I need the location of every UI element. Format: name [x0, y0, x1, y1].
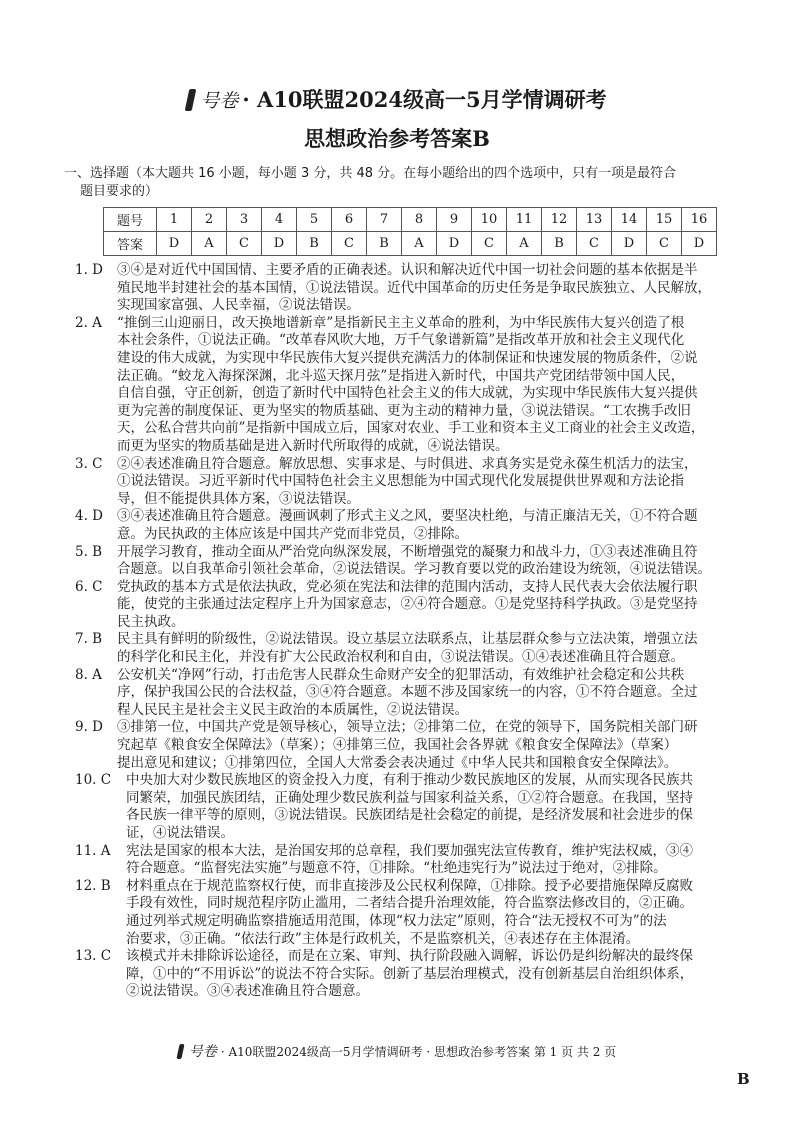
answer-table-answer-row [104, 232, 717, 256]
answer-cell: C [227, 232, 262, 256]
footer-logo-brush-icon [176, 1044, 184, 1059]
answer-item-number: 10. C [75, 772, 112, 789]
answer-cell: D [682, 232, 717, 256]
answer-item-text-line: 能，使党的主张通过法定程序上升为国家意志，②④符合题意。①是党坚持科学执政。③是党坚持 [117, 596, 698, 613]
question-number-cell: 1 [157, 208, 192, 232]
answer-item-text-line: 证，④说法错误。 [126, 825, 234, 841]
answer-item-text-line: 民主执政。 [117, 613, 185, 630]
answer-item-text-line: 材料重点在于规范监察权行使，而非直接涉及公民权利保障，①排除。授予必要措施保障反腐败 [126, 877, 693, 894]
answer-item-text-line: 究起草《粮食安全保障法》（草案）；④排第三位，我国社会各界就《粮食安全保障法》（草案） [117, 737, 678, 754]
answer-item [0, 667, 794, 720]
answer-item-text-line: ③④表述准确且符合题意。漫画讽刺了形式主义之风，要坚决杜绝，与清正廉洁无关，①不符合题 [117, 508, 698, 525]
answer-item [0, 948, 794, 1001]
answer-item-number: 4. D [75, 508, 103, 525]
row-label: 题号 [104, 208, 157, 232]
answer-cell: B [297, 232, 332, 256]
answer-item-text-line: 同繁荣，加强民族团结，正确处理少数民族利益与国家利益关系，①②符合题意。在我国，坚持 [126, 789, 693, 806]
footer-logo-text: 号卷 [188, 1044, 217, 1060]
question-number-cell: 14 [612, 208, 647, 232]
answer-table-number-row [104, 208, 717, 232]
question-number-cell: 6 [332, 208, 367, 232]
page-footer [0, 1043, 794, 1061]
section-heading-line2: 题目要求的） [80, 184, 159, 199]
answer-item-text-line: 法正确。“蛟龙入海探深渊，北斗巡天探月弦”是指进入新时代，中国共产党团结带领中国人民， [117, 367, 685, 384]
answer-item-text-line: ③排第一位，中国共产党是领导核心，领导立法；②排第二位，在党的领导下，国务院相关部门研 [117, 719, 698, 736]
answer-item-text-line: 更为完善的制度保证、更为坚实的物质基础、更为主动的精神力量，③说法错误。“工农携手改旧 [117, 402, 691, 419]
answer-item-number: 13. C [75, 948, 112, 965]
answer-cell: A [192, 232, 227, 256]
answer-explanations [0, 262, 794, 1001]
question-number-cell: 8 [402, 208, 437, 232]
answer-cell: D [262, 232, 297, 256]
answer-item-number: 9. D [75, 719, 103, 736]
answer-item [0, 544, 794, 579]
question-number-cell: 10 [472, 208, 507, 232]
answer-item [0, 719, 794, 772]
question-number-cell: 15 [647, 208, 682, 232]
answer-item-text-line: 程人民民主是社会主义民主政治的本质属性，②说法错误。 [117, 701, 468, 718]
answer-item-text-line: 合题意。以自我革命引领社会革命，②说法错误。学习教育要以党的政治建设为统领，④说法错误。 [117, 561, 711, 578]
answer-cell: C [647, 232, 682, 256]
question-number-cell: 9 [437, 208, 472, 232]
answer-item-text-line: ②说法错误。③④表述准确且符合题意。 [126, 983, 369, 1000]
answer-item-number: 6. C [75, 578, 103, 595]
page-content [0, 86, 794, 1001]
question-number-cell: 7 [367, 208, 402, 232]
answer-item-text-line: 提出意见和建议；①排第四位，全国人大常委会表决通过《中华人民共和国粮食安全保障法》。 [117, 754, 678, 771]
answer-item-text-line: ③④是对近代中国国情、主要矛盾的正确表述。认识和解决近代中国一切社会问题的基本依据是半 [117, 262, 698, 278]
row-label: 答案 [104, 232, 157, 256]
question-number-cell: 13 [577, 208, 612, 232]
answer-cell: A [507, 232, 542, 256]
document-subtitle: 思想政治参考答案B [304, 126, 490, 151]
logo-brush-icon [185, 89, 197, 111]
answer-cell: D [157, 232, 192, 256]
answer-item-text-line: 实现国家富强、人民幸福，②说法错误。 [117, 297, 360, 314]
question-number-cell: 5 [297, 208, 332, 232]
answer-item-text-line: 而更为坚实的物质基础是进入新时代所取得的成就，④说法错误。 [117, 437, 509, 454]
answer-item-text-line: 导，但不能提供具体方案，③说法错误。 [117, 490, 360, 507]
answer-item-text-line: 民主具有鲜明的阶级性，②说法错误。设立基层立法联系点，让基层群众参与立法决策，增强立法 [117, 631, 698, 648]
question-number-cell: 4 [262, 208, 297, 232]
answer-item-number: 2. A [75, 314, 102, 331]
answer-item-text-line: 治要求，③正确。“依法行政”主体是行政机关，不是监察机关，④表述存在主体混淆。 [126, 930, 640, 947]
answer-table [103, 207, 717, 256]
answer-cell: B [542, 232, 577, 256]
answer-item-text-line: ②④表述准确且符合题意。解放思想、实事求是、与时俱进、求真务实是党永葆生机活力的法宝， [117, 455, 698, 472]
answer-item-text-line: 宪法是国家的根本大法，是治国安邦的总章程，我们要加强宪法宣传教育，维护宪法权威，③④ [126, 842, 693, 859]
question-number-cell: 11 [507, 208, 542, 232]
answer-item-text-line: 障，①中的“不用诉讼”的说法不符合实际。创新了基层治理模式，没有创新基层自治组织体系， [126, 965, 694, 982]
answer-cell: C [332, 232, 367, 256]
answer-cell: C [472, 232, 507, 256]
answer-cell: C [577, 232, 612, 256]
version-mark: B [737, 1070, 750, 1088]
answer-item-text-line: 的科学化和民主化，并没有扩大公民政治权利和自由，③说法错误。①④表述准确且符合题意。 [117, 649, 684, 666]
answer-item-text-line: 符合题意。“监督宪法实施”与题意不符，①排除。“杜绝违宪行为”说法过于绝对，②排除。 [126, 860, 667, 877]
exam-title [0, 86, 794, 115]
answer-item-number: 1. D [75, 262, 103, 278]
answer-item-text-line: 建设的伟大成就，为实现中华民族伟大复兴提供充满活力的体制保证和快速发展的物质条件，②说 [117, 349, 698, 366]
answer-cell: D [437, 232, 472, 256]
answer-item [0, 843, 794, 878]
answer-item-text-line: 手段有效性，同时规范程序防止滥用，二者结合提升治理效能，符合监察法修改目的，②正确。 [126, 895, 693, 912]
question-number-cell: 2 [192, 208, 227, 232]
answer-item [0, 456, 794, 509]
answer-item-text-line: 天，公私合营共向前”是指新中国成立后，国家对农业、手工业和资本主义工商业的社会主义改造， [117, 420, 705, 437]
answer-item [0, 508, 794, 543]
answer-item-number: 12. B [75, 877, 111, 894]
answer-item-text-line: 各民族一律平等的原则，③说法错误。民族团结是社会稳定的前提，是经济发展和社会进步的保 [126, 807, 693, 824]
answer-item-text-line: 本社会条件，①说法正确。“改革春风吹大地，万千气象谱新篇”是指改革开放和社会主义现代化 [117, 332, 685, 349]
answer-item-text-line: 通过列举式规定明确监察措施适用范围，体现“权力法定”原则，符合“法无授权不可为”的法 [126, 912, 667, 929]
answer-item-number: 11. A [75, 842, 111, 859]
answer-item [0, 631, 794, 666]
answer-item [0, 772, 794, 842]
answer-item-number: 7. B [75, 631, 103, 648]
answer-item [0, 579, 794, 632]
question-number-cell: 12 [542, 208, 577, 232]
answer-item-text-line: 该模式并未排除诉讼途径，而是在立案、审判、执行阶段融入调解，诉讼仍是纠纷解决的最终保 [126, 948, 693, 965]
question-number-cell: 16 [682, 208, 717, 232]
answer-item [0, 315, 794, 456]
exam-title-text: · A10联盟2024级高一5月学情调研考 [242, 87, 607, 112]
section-heading [64, 165, 744, 201]
answer-item-text-line: 自信自强，守正创新，创造了新时代中国特色社会主义的伟大成就，为实现中华民族伟大复兴提供 [117, 385, 698, 402]
answer-item-text-line: 意。为民执政的主体应该是中国共产党而非党员，②排除。 [117, 525, 468, 542]
answer-cell: D [612, 232, 647, 256]
answer-item-text-line: 中央加大对少数民族地区的资金投入力度，有利于推动少数民族地区的发展，从而实现各民族共 [126, 772, 693, 789]
footer-text: · A10联盟2024级高一5月学情调研考 · 思想政治参考答案 第 1 页 共 2 页 [220, 1045, 617, 1059]
section-heading-line1: 一、选择题（本大题共 16 小题，每小题 3 分，共 48 分。在每小题给出的四个选项中，只有一项是最符合 [64, 166, 677, 181]
answer-item-text-line: 开展学习教育，推动全面从严治党向纵深发展，不断增强党的凝聚力和战斗力，①③表述准确且符 [117, 543, 698, 560]
answer-item-text-line: 序，保护我国公民的合法权益，③④符合题意。本题不涉及国家统一的内容，①不符合题意。全过 [117, 684, 698, 701]
answer-item-number: 5. B [75, 543, 103, 560]
answer-item-number: 3. C [75, 455, 103, 472]
answer-item-text-line: 公安机关“净网”行动，打击危害人民群众生命财产安全的犯罪活动，有效维护社会稳定和公共秩 [117, 666, 685, 683]
answer-item-number: 8. A [75, 666, 102, 683]
answer-item [0, 878, 794, 948]
answer-cell: A [402, 232, 437, 256]
answer-item-text-line: “推倒三山迎丽日，改天换地谱新章”是指新民主主义革命的胜利，为中华民族伟大复兴创造了根 [117, 314, 685, 331]
answer-cell: B [367, 232, 402, 256]
answer-item-text-line: 殖民地半封建社会的基本国情，①说法错误。近代中国革命的历史任务是争取民族独立、人民解放， [117, 279, 711, 296]
question-number-cell: 3 [227, 208, 262, 232]
answer-item [0, 262, 794, 315]
answer-item-text-line: ①说法错误。习近平新时代中国特色社会主义思想能为中国式现代化发展提供世界观和方法论指 [117, 473, 684, 490]
answer-item-text-line: 党执政的基本方式是依法执政，党必须在宪法和法律的范围内活动，支持人民代表大会依法履行职 [117, 578, 698, 595]
logo-text: 号卷 [200, 90, 239, 112]
